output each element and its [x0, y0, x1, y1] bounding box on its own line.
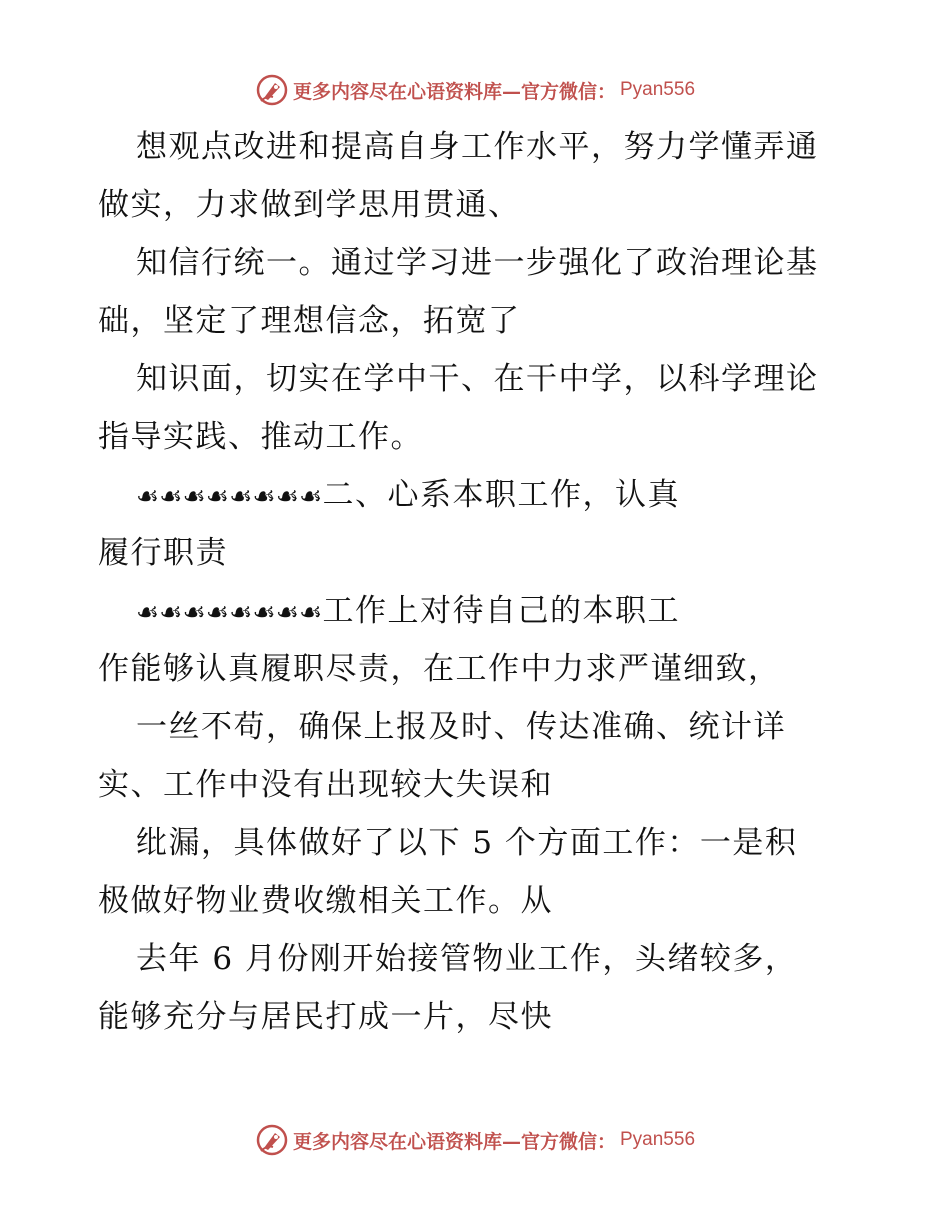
- header-banner-text: 更多内容尽在心语资料库—官方微信：: [292, 80, 616, 103]
- text-line: 一丝不苟，确保上报及时、传达准确、统计详: [136, 709, 786, 745]
- body-text: [98, 118, 858, 1046]
- text-line: 去年 6 月份刚开始接管物业工作，头绪较多，: [136, 941, 798, 977]
- text-line: 知识面，切实在学中干、在干中学，以科学理论: [136, 361, 819, 397]
- header-banner: [0, 70, 950, 110]
- pen-nib-logo-icon: [255, 73, 289, 107]
- pen-nib-logo-icon: [255, 1123, 289, 1157]
- footer-banner: [0, 1120, 950, 1160]
- section-heading-line: [98, 466, 858, 524]
- footer-banner-text: 更多内容尽在心语资料库—官方微信：: [292, 1130, 616, 1153]
- text-line: 指导实践、推动工作。: [98, 419, 423, 455]
- text-line: 想观点改进和提高自身工作水平，努力学懂弄通: [136, 129, 819, 165]
- header-wechat-id: Pyan556: [620, 79, 696, 100]
- text-line: 作能够认真履职尽责，在工作中力求严谨细致，: [98, 651, 781, 687]
- section-heading-text: 二、心系本职工作，认真: [322, 477, 680, 513]
- text-line-content: 工作上对待自己的本职工: [322, 593, 680, 629]
- footer-wechat-id: Pyan556: [620, 1129, 696, 1150]
- text-line: 纰漏，具体做好了以下 5 个方面工作：一是积: [136, 825, 798, 861]
- text-line: 极做好物业费收缴相关工作。从: [98, 883, 553, 919]
- ornament-icon: ☙☙☙☙☙☙☙☙: [136, 482, 323, 512]
- ornament-icon: ☙☙☙☙☙☙☙☙: [136, 598, 323, 628]
- text-line: 能够充分与居民打成一片，尽快: [98, 999, 553, 1035]
- text-line: 做实，力求做到学思用贯通、: [98, 187, 521, 223]
- text-line: 实、工作中没有出现较大失误和: [98, 767, 553, 803]
- text-line: 础，坚定了理想信念，拓宽了: [98, 303, 521, 339]
- ornament-text-line: [98, 582, 858, 640]
- text-line: 知信行统一。通过学习进一步强化了政治理论基: [136, 245, 819, 281]
- text-line: 履行职责: [98, 535, 228, 571]
